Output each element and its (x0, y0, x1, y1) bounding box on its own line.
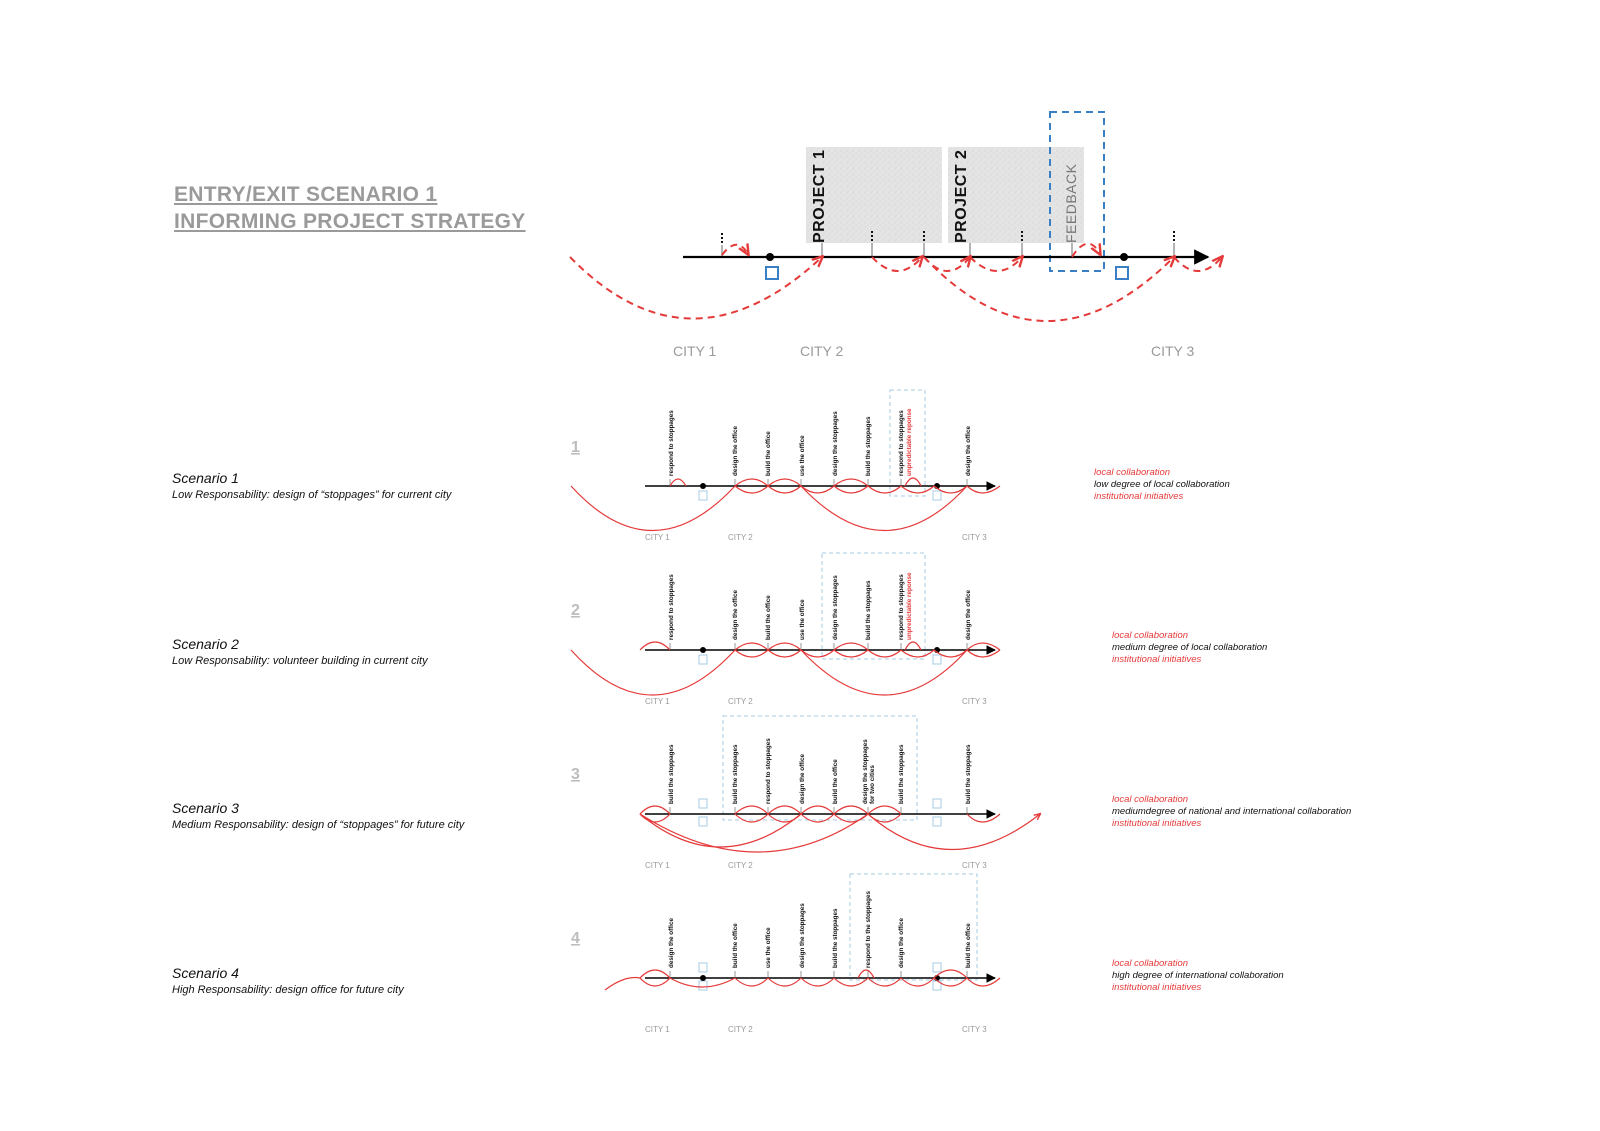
stage-label: use the office (799, 435, 806, 476)
scenario-3-description: Medium Responsability: design of “stoppages” for future city (172, 819, 465, 831)
page-title-line1: ENTRY/EXIT SCENARIO 1 (174, 183, 438, 206)
stage-label: design the office (732, 589, 739, 640)
entry-square (699, 981, 707, 990)
stage-label: for two cities (869, 765, 876, 804)
city-2-label: CITY 2 (800, 343, 844, 359)
entry-square (699, 817, 707, 826)
stage-label: build the office (965, 923, 972, 968)
stage-label: design the stoppages (832, 411, 839, 476)
exit-square (933, 491, 941, 500)
stage-label: respond to stoppages (765, 738, 772, 804)
stage-label: respond to the stoppages (865, 891, 872, 968)
entry-square (699, 655, 707, 664)
city-label: CITY 3 (962, 861, 987, 870)
scenario-3-number: 3 (571, 766, 580, 783)
scenario-4-number: 4 (571, 930, 580, 947)
stage-label: design the office (668, 917, 675, 968)
collab-degree: low degree of local collaboration (1094, 479, 1230, 490)
collab-local: local collaboration (1112, 630, 1189, 641)
stage-label: build the office (732, 923, 739, 968)
feedback-frame (723, 716, 917, 820)
scenario-1-number: 1 (571, 439, 580, 456)
scenario-4-title: Scenario 4 (172, 965, 239, 981)
stage-label: design the stoppages (832, 575, 839, 640)
stage-label: build the stoppages (668, 744, 675, 804)
stage-label: build the stoppages (865, 580, 872, 640)
city-label: CITY 3 (962, 533, 987, 542)
overview-diagram (570, 112, 1222, 359)
city-label: CITY 3 (962, 697, 987, 706)
city-label: CITY 1 (645, 1025, 670, 1034)
stage-label-red: unpredictable reponse (906, 408, 913, 476)
city-node (1120, 253, 1128, 261)
stage-label: design the stoppages (862, 739, 869, 804)
collab-local: local collaboration (1112, 794, 1189, 805)
stage-label: respond to stoppages (668, 410, 675, 476)
stage-label: build the stoppages (898, 744, 905, 804)
stage-label: build the stoppages (965, 744, 972, 804)
city-label: CITY 1 (645, 861, 670, 870)
exit-square (1116, 267, 1128, 279)
scenario-4-description: High Responsability: design office for future city (172, 984, 404, 996)
stage-label: build the office (765, 595, 772, 640)
stage-label: respond to stoppages (898, 574, 905, 640)
city-label: CITY 1 (645, 533, 670, 542)
collab-institutional: institutional initiatives (1112, 818, 1202, 829)
exit-square (933, 799, 941, 808)
city-label: CITY 3 (962, 1025, 987, 1034)
stage-label: design the office (898, 917, 905, 968)
city-label: CITY 2 (728, 861, 753, 870)
collab-local: local collaboration (1094, 467, 1171, 478)
city-label: CITY 2 (728, 1025, 753, 1034)
stage-label: design the stoppages (799, 903, 806, 968)
exit-square (933, 655, 941, 664)
exit-square (933, 817, 941, 826)
collab-institutional: institutional initiatives (1112, 654, 1202, 665)
stage-label: use the office (799, 599, 806, 640)
stage-label: respond to stoppages (898, 410, 905, 476)
page-title-line2: INFORMING PROJECT STRATEGY (174, 210, 526, 233)
stage-label: design the office (732, 425, 739, 476)
stage-label: design the office (965, 589, 972, 640)
stage-label: design the office (965, 425, 972, 476)
city-node (766, 253, 774, 261)
scenario-3-title: Scenario 3 (172, 800, 239, 816)
stage-label: respond to stoppages (668, 574, 675, 640)
stage-label: build the stoppages (732, 744, 739, 804)
city-1-label: CITY 1 (673, 343, 717, 359)
stage-label: build the office (832, 759, 839, 804)
collab-degree: high degree of international collaboration (1112, 970, 1284, 981)
collab-degree: mediumdegree of national and international collaboration (1112, 806, 1352, 817)
city-label: CITY 1 (645, 697, 670, 706)
stage-label: build the office (765, 431, 772, 476)
stage-label: build the stoppages (865, 416, 872, 476)
city-label: CITY 2 (728, 697, 753, 706)
entry-square (699, 491, 707, 500)
exit-square (933, 963, 941, 972)
collab-degree: medium degree of local collaboration (1112, 642, 1268, 653)
city-3-label: CITY 3 (1151, 343, 1195, 359)
project-1-label: PROJECT 1 (811, 149, 828, 243)
stage-label-red: unpredictable reponse (906, 572, 913, 640)
city-label: CITY 2 (728, 533, 753, 542)
scenario-1-description: Low Responsability: design of “stoppages” for current city (172, 489, 452, 501)
project-2-label: PROJECT 2 (953, 149, 970, 243)
scenario-4-diagram (571, 874, 1000, 1034)
collab-institutional: institutional initiatives (1094, 491, 1184, 502)
entry-square (766, 267, 778, 279)
scenario-1-title: Scenario 1 (172, 470, 239, 486)
collab-institutional: institutional initiatives (1112, 982, 1202, 993)
scenario-1-diagram (571, 390, 1000, 542)
collab-local: local collaboration (1112, 958, 1189, 969)
stage-label: design the office (799, 753, 806, 804)
entry-square (699, 799, 707, 808)
scenario-2-number: 2 (571, 602, 580, 619)
stage-label: use the office (765, 927, 772, 968)
scenario-3-diagram (571, 716, 1040, 870)
feedback-label: FEEDBACK (1063, 163, 1079, 243)
entry-square (699, 963, 707, 972)
stage-label: build the stoppages (832, 908, 839, 968)
scenario-2-diagram (571, 553, 1000, 706)
scenario-2-title: Scenario 2 (172, 636, 239, 652)
scenario-2-description: Low Responsability: volunteer building in current city (172, 655, 428, 667)
